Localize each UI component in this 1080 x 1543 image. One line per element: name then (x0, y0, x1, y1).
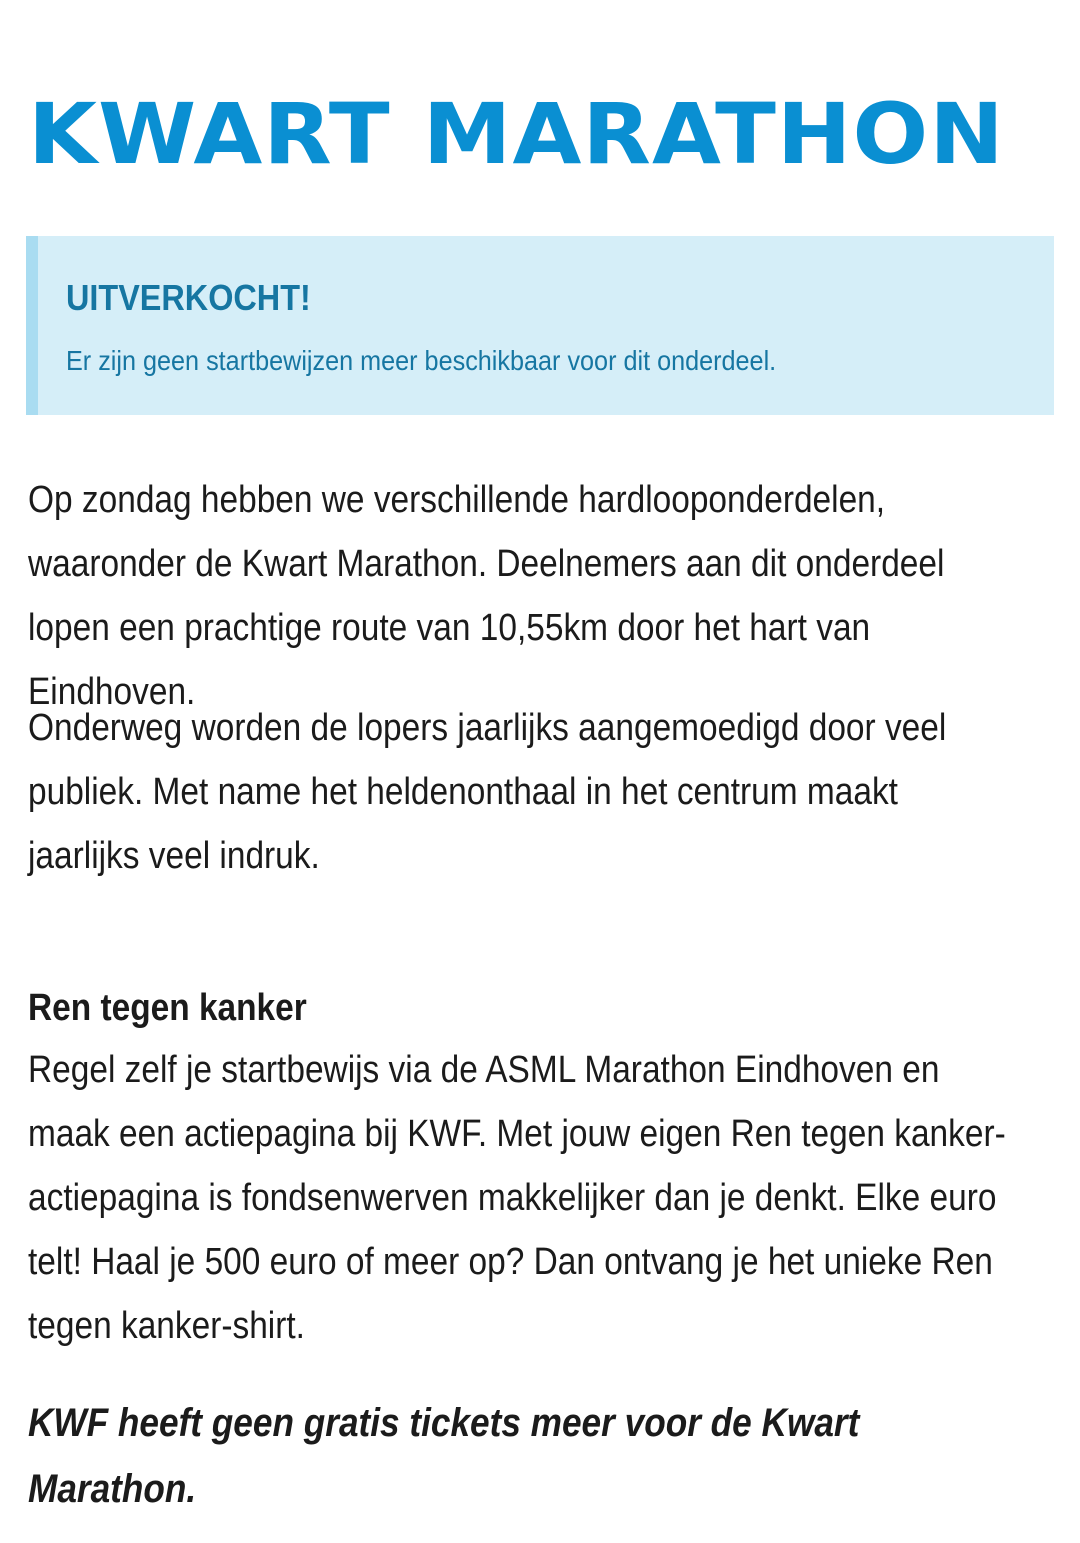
section-title-ren-tegen-kanker: Ren tegen kanker (28, 987, 307, 1029)
alert-message: Er zijn geen startbewijzen meer beschikbaar voor dit onderdeel. (66, 345, 777, 376)
audience-paragraph: Onderweg worden de lopers jaarlijks aangemoedigd door veel publiek. Met name het heldenonthaal in het centrum maakt jaarlijks veel indruk. (28, 707, 947, 877)
ren-tegen-kanker-paragraph: Regel zelf je startbewijs via de ASML Marathon Eindhoven en maak een actiepagina bij KWF. Met jouw eigen Ren tegen kanker-actiepagina is fondsenwerven makkelijker dan je denkt. Elke euro telt! Haal je 500 euro of meer op? Dan ontvang je het unieke Ren tegen kanker-shirt. (28, 1049, 1006, 1347)
alert-title: UITVERKOCHT! (66, 277, 311, 318)
intro-paragraph: Op zondag hebben we verschillende hardlooponderdelen, waaronder de Kwart Marathon. Deelnemers aan dit onderdeel lopen een prachtige route van 10,55km door het hart van Eindhoven. (28, 479, 945, 713)
page-title: KWART MARATHON (28, 85, 1005, 183)
sold-out-alert (26, 236, 1054, 415)
alert-accent-bar (26, 236, 38, 415)
no-free-tickets-note: KWF heeft geen gratis tickets meer voor de Kwart Marathon. (28, 1401, 860, 1511)
